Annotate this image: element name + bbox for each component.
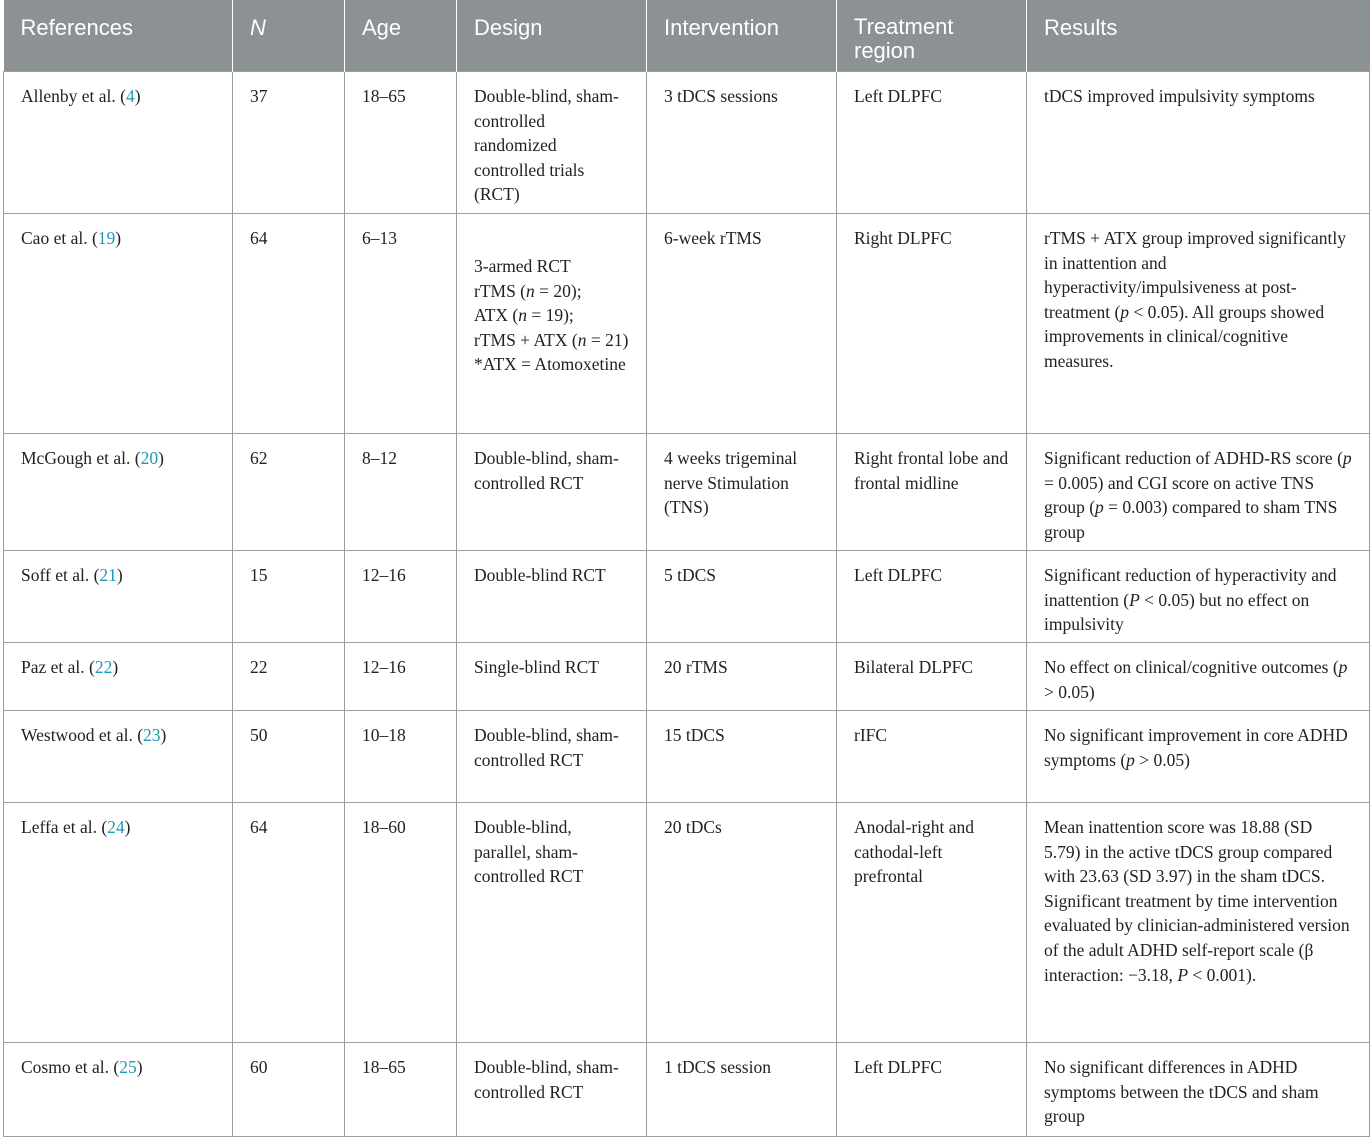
table-row [4,643,1370,711]
design-cell [457,214,647,434]
intervention-cell: 3 tDCS sessions [647,72,837,214]
header-n: N [233,0,345,72]
age-cell: 18–65 [345,72,457,214]
intervention-cell: 4 weeks trigeminal nerve Stimulation (TNS) [647,434,837,551]
table-row [4,1043,1370,1137]
header-results: Results [1027,0,1370,72]
region-cell: Left DLPFC [837,1043,1027,1137]
n-cell: 64 [233,214,345,434]
design-line: rTMS + ATX (n = 21) [474,329,629,350]
intervention-cell: 6-week rTMS [647,214,837,434]
reference-cell: Cosmo et al. (25) [4,1043,233,1137]
region-cell: rIFC [837,711,1027,803]
n-cell: 22 [233,643,345,711]
header-design: Design [457,0,647,72]
table-row [4,214,1370,434]
intervention-cell: 15 tDCS [647,711,837,803]
header-intervention: Intervention [647,0,837,72]
design-cell: Double-blind, sham-controlled RCT [457,1043,647,1137]
n-cell: 64 [233,803,345,1043]
results-cell: rTMS + ATX group improved significantly in inattention and hyperactivity/impulsiveness at post-treatment (p < 0.05). All groups showed improvements in clinical/cognitive measures. [1027,214,1370,434]
reference-cell: McGough et al. (20) [4,434,233,551]
age-cell: 12–16 [345,643,457,711]
age-cell: 18–65 [345,1043,457,1137]
header-age: Age [345,0,457,72]
table-row [4,711,1370,803]
citation-link[interactable]: 24 [107,817,125,837]
design-cell: Single-blind RCT [457,643,647,711]
citation-link[interactable]: 21 [99,565,117,585]
n-cell: 60 [233,1043,345,1137]
table-row [4,72,1370,214]
n-cell: 50 [233,711,345,803]
region-cell: Left DLPFC [837,551,1027,643]
reference-cell: Allenby et al. (4) [4,72,233,214]
design-cell: Double-blind, sham-controlled randomized controlled trials (RCT) [457,72,647,214]
studies-table [3,0,1370,1137]
design-line: 3-armed RCT [474,256,571,276]
citation-link[interactable]: 20 [140,448,159,468]
results-cell: No significant improvement in core ADHD symptoms (p > 0.05) [1027,711,1370,803]
design-cell: Double-blind, sham-controlled RCT [457,711,647,803]
age-cell: 8–12 [345,434,457,551]
design-cell: Double-blind RCT [457,551,647,643]
n-cell: 15 [233,551,345,643]
header-row [4,0,1370,72]
reference-cell: Westwood et al. (23) [4,711,233,803]
citation-link[interactable]: 23 [143,725,161,745]
design-cell: Double-blind, parallel, sham-controlled RCT [457,803,647,1043]
design-line: *ATX = Atomoxetine [474,354,626,375]
results-cell: tDCS improved impulsivity symptoms [1027,72,1370,214]
results-cell: No significant differences in ADHD symptoms between the tDCS and sham group [1027,1043,1370,1137]
citation-link[interactable]: 22 [94,657,113,677]
citation-link[interactable]: 25 [119,1057,137,1077]
results-cell: Significant reduction of ADHD-RS score (p = 0.005) and CGI score on active TNS group (p = 0.003) compared to sham TNS group [1027,434,1370,551]
age-cell: 6–13 [345,214,457,434]
reference-cell: Soff et al. (21) [4,551,233,643]
citation-link[interactable]: 19 [97,228,116,248]
results-cell: Mean inattention score was 18.88 (SD 5.79) in the active tDCS group compared with 23.63 (SD 3.97) in the sham tDCS. Significant treatment by time intervention evaluated by clinician-administered version of the adult ADHD self-report scale (β interaction: −3.18, P < 0.001). [1027,803,1370,1043]
region-cell: Right frontal lobe and frontal midline [837,434,1027,551]
intervention-cell: 20 rTMS [647,643,837,711]
region-cell: Right DLPFC [837,214,1027,434]
reference-cell: Leffa et al. (24) [4,803,233,1043]
header-references: References [4,0,233,72]
citation-link[interactable]: 4 [125,86,135,106]
region-cell: Left DLPFC [837,72,1027,214]
design-line: rTMS (n = 20); [474,280,582,301]
region-cell: Anodal-right and cathodal-left prefrontal [837,803,1027,1043]
intervention-cell: 1 tDCS session [647,1043,837,1137]
n-cell: 37 [233,72,345,214]
intervention-cell: 5 tDCS [647,551,837,643]
results-cell: No effect on clinical/cognitive outcomes (p > 0.05) [1027,643,1370,711]
table-row [4,803,1370,1043]
region-cell: Bilateral DLPFC [837,643,1027,711]
table-row [4,434,1370,551]
reference-cell: Cao et al. (19) [4,214,233,434]
age-cell: 12–16 [345,551,457,643]
design-cell: Double-blind, sham-controlled RCT [457,434,647,551]
age-cell: 18–60 [345,803,457,1043]
reference-cell: Paz et al. (22) [4,643,233,711]
header-treatment-region: Treatment region [837,0,1027,72]
results-cell: Significant reduction of hyperactivity and inattention (P < 0.05) but no effect on impulsivity [1027,551,1370,643]
table-row [4,551,1370,643]
design-line: ATX (n = 19); [474,305,574,326]
n-cell: 62 [233,434,345,551]
age-cell: 10–18 [345,711,457,803]
intervention-cell: 20 tDCs [647,803,837,1043]
